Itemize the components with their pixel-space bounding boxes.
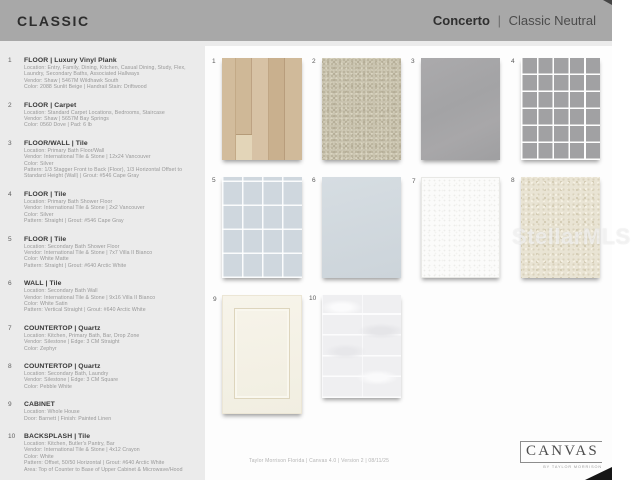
spec-item-title: FLOOR | Luxury Vinyl Plank (24, 57, 117, 64)
spec-detail-line: Color: White Matte (24, 256, 69, 263)
spec-item-number: 8 (8, 362, 12, 370)
canvas-logo-title: CANVAS (526, 443, 599, 459)
spec-detail-line: Location: Whole House (24, 409, 80, 416)
spec-item-number: 5 (8, 235, 12, 243)
cabinet-door-panel (234, 308, 290, 399)
spec-detail-line: Vendor: International Tile & Stone | 9x16 Villa II Bianco (24, 294, 156, 301)
spec-item-number: 10 (8, 433, 16, 440)
spec-item-title: COUNTERTOP | Quartz (24, 362, 101, 370)
swatch-number: 8 (511, 177, 515, 184)
swatch-tile-vancouver-12x24 (411, 58, 500, 160)
canvas-logo (520, 441, 602, 469)
spec-item-7 (8, 324, 195, 352)
spec-item-title: FLOOR | Tile (24, 235, 67, 243)
spec-detail-line: Color: Silver (24, 211, 54, 218)
swatch-carpet (312, 58, 401, 160)
spec-item-number: 9 (8, 401, 12, 409)
spec-detail-line: Color: 2088 Sunlit Beige | Handrail Stain: Driftwood (24, 84, 147, 91)
document-info: Taylor Morrison Florida | Canvas 4.0 | Version 2 | 08/11/25 (249, 458, 390, 464)
canvas-logo-box (520, 441, 602, 463)
spec-item-number: 3 (8, 139, 12, 147)
swatch-board (205, 46, 631, 480)
swatch-number: 2 (312, 58, 316, 65)
page-corner-top-mark (603, 0, 612, 5)
swatch-number: 10 (309, 295, 317, 302)
spec-item-title: FLOOR | Tile (24, 190, 67, 198)
spec-item-title: WALL | Tile (24, 280, 62, 288)
palette-name: Classic Neutral (508, 13, 596, 28)
canvas-logo-byline: BY TAYLOR MORRISON (543, 465, 602, 469)
spec-detail-line: Vendor: Silestone | Edge: 3 CM Square (24, 377, 119, 384)
wood-plank-seam (236, 134, 252, 160)
swatch-number: 1 (212, 58, 216, 65)
spec-detail-line: Vendor: International Tile & Stone | 2x2 Vancouver (24, 205, 145, 212)
page-curl-corner (585, 467, 612, 480)
spec-detail-line: Vendor: International Tile & Stone | 4x12 Crayon (24, 447, 140, 454)
spec-item-5 (8, 235, 195, 270)
swatch-number: 5 (212, 177, 216, 184)
spec-item-number: 7 (8, 324, 12, 332)
swatch-number: 6 (312, 177, 316, 184)
spec-list (0, 41, 205, 480)
spec-detail-line: Location: Primary Bath Shower Floor (24, 198, 113, 205)
swatch-backsplash-crayon (309, 295, 401, 398)
spec-detail-line: Door: Barnett | Finish: Painted Linen (24, 415, 112, 422)
spec-item-title: FLOOR/WALL | Tile (24, 139, 88, 147)
spec-detail-line: Location: Secondary Bath Wall (24, 288, 98, 295)
swatch-tile-villa-7x7 (212, 177, 302, 278)
spec-item-title: FLOOR | Carpet (24, 101, 77, 109)
spec-detail-line: Location: Secondary Bath, Laundry (24, 370, 109, 377)
spec-detail-line: Pattern: Straight | Grout: #546 Cape Gray (24, 218, 124, 225)
spec-detail-line: Vendor: Shaw | 5467M Wildhawk South (24, 77, 119, 84)
spec-detail-line: Location: Secondary Bath Shower Floor (24, 243, 120, 250)
swatch-number: 9 (213, 296, 217, 303)
spec-detail-line: Pattern: Vertical Straight | Grout: #640 Arctic White (24, 307, 146, 314)
collection-title: CLASSIC (17, 12, 90, 29)
spec-item-2 (8, 101, 195, 129)
swatch-cabinet-door (213, 295, 302, 414)
swatch-number: 3 (411, 58, 415, 65)
spec-item-number: 4 (8, 190, 12, 198)
package-name: Concerto (432, 13, 490, 28)
spec-detail-line: Color: White (24, 453, 54, 460)
spec-detail-line: Color: White Satin (24, 300, 68, 307)
spec-item-10 (8, 432, 195, 473)
spec-item-1 (8, 56, 195, 91)
swatch-number: 4 (511, 58, 515, 65)
spec-detail-line: Pattern: Straight | Grout: #640 Arctic White (24, 262, 127, 269)
spec-item-9 (8, 400, 195, 422)
spec-item-title: COUNTERTOP | Quartz (24, 324, 101, 332)
spec-detail-line: Area: Top of Counter to Base of Upper Cabinet & Microwave/Hood (24, 466, 183, 473)
swatch-quartz-zephyr (412, 177, 500, 278)
spec-detail-line: Location: Standard Carpet Locations, Bedrooms, Staircase (24, 109, 165, 116)
spec-detail-line: Location: Entry, Family, Dining, Kitchen, Casual Dining, Study, Flex, Laundry, Secondary Baths, Associated Hallways (24, 65, 186, 78)
spec-item-number: 1 (8, 57, 12, 64)
spec-detail-line: Pattern: 1/3 Stagger Front to Back (Floor), 1/3 Horizontal Offset to Standard Height (Wall) | Grout: #546 Cape Gray (24, 167, 183, 180)
swatch-quartz-pebble-white (511, 177, 600, 278)
stellar-mls-watermark: StellarMLS (512, 224, 631, 249)
spec-item-number: 2 (8, 101, 12, 109)
spec-detail-line: Vendor: Shaw | 5657M Bay Springs (24, 116, 110, 123)
spec-detail-line: Vendor: International Tile & Stone | 12x24 Vancouver (24, 154, 151, 161)
spec-item-3 (8, 139, 195, 180)
spec-detail-line: Location: Primary Bath Floor/Wall (24, 147, 105, 154)
swatch-luxury-vinyl-plank (212, 58, 302, 160)
spec-detail-line: Color: Silver (24, 160, 54, 167)
spec-detail-line: Pattern: Offset, 50/50 Horizontal | Grout: #640 Arctic White (24, 460, 165, 467)
spec-item-title: CABINET (24, 401, 55, 409)
spec-detail-line: Color: Zephyr (24, 345, 57, 352)
title-separator: | (497, 13, 501, 28)
spec-detail-line: Location: Kitchen, Primary Bath, Bar, Drop Zone (24, 332, 140, 339)
package-title (433, 13, 596, 28)
spec-detail-line: Color: 0560 Dove | Pad: 6 lb (24, 122, 92, 129)
swatch-number: 7 (412, 178, 416, 185)
spec-item-4 (8, 190, 195, 225)
spec-item-8 (8, 362, 195, 390)
swatch-tile-villa-9x16 (312, 177, 401, 278)
spec-item-6 (8, 279, 195, 314)
header (0, 0, 612, 41)
swatch-tile-vancouver-2x2 (511, 58, 600, 160)
spec-item-title: BACKSPLASH | Tile (24, 433, 91, 440)
spec-detail-line: Vendor: Silestone | Edge: 3 CM Straight (24, 339, 120, 346)
spec-detail-line: Color: Pebble White (24, 383, 73, 390)
spec-detail-line: Location: Kitchen, Butler's Pantry, Bar (24, 441, 115, 447)
spec-item-number: 6 (8, 280, 12, 288)
spec-detail-line: Vendor: International Tile & Stone | 7x7 Villa II Bianco (24, 249, 153, 256)
